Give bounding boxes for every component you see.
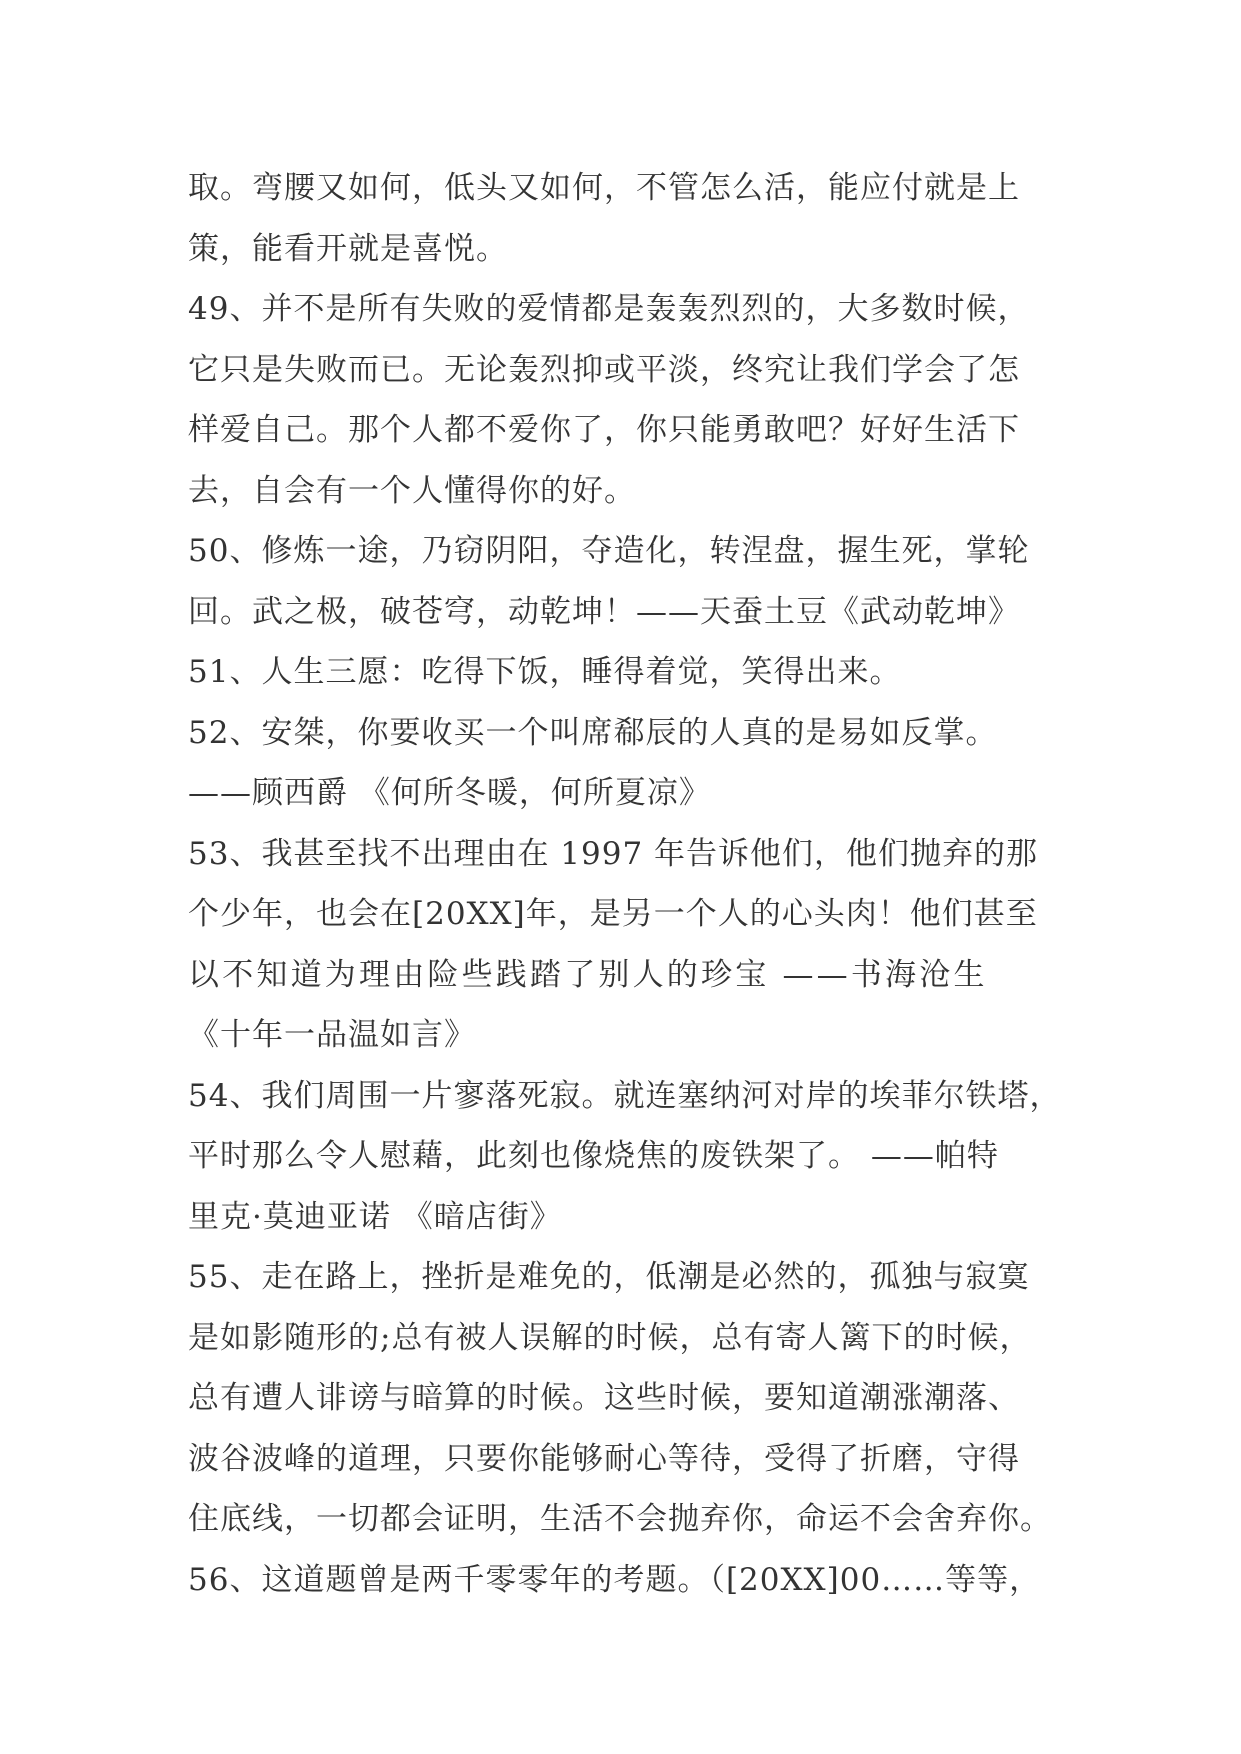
text-line: 49、并不是所有失败的爱情都是轰轰烈烈的，大多数时候， <box>188 291 1030 327</box>
text-line: 52、安桀，你要收买一个叫席郗辰的人真的是易如反掌。 <box>188 714 998 751</box>
text-line: 个少年，也会在[20XX]年，是另一个人的心头肉！他们甚至 <box>188 896 1038 932</box>
text-line: 住底线，一切都会证明，生活不会抛弃你，命运不会舍弃你。 <box>188 1501 1052 1537</box>
text-line: 回。武之极，破苍穹，动乾坤！——天蚕土豆《武动乾坤》 <box>188 593 1020 630</box>
text-line: 取。弯腰又如何，低头又如何，不管怎么活，能应付就是上 <box>188 170 1020 206</box>
text-line: 策，能看开就是喜悦。 <box>188 230 508 267</box>
text-line: 波谷波峰的道理，只要你能够耐心等待，受得了折磨，守得 <box>188 1440 1020 1477</box>
text-line: 去，自会有一个人懂得你的好。 <box>188 472 636 509</box>
text-line: 56、这道题曾是两千零零年的考题。（[20XX]00……等等， <box>188 1561 1042 1598</box>
text-line: 样爱自己。那个人都不爱你了，你只能勇敢吧？好好生活下 <box>188 412 1020 448</box>
text-line: 51、人生三愿：吃得下饭，睡得着觉，笑得出来。 <box>188 654 902 690</box>
text-line: 53、我甚至找不出理由在 1997 年告诉他们，他们抛弃的那 <box>188 835 1039 872</box>
text-line: 平时那么令人慰藉，此刻也像烧焦的废铁架了。 ——帕特 <box>188 1138 999 1174</box>
text-line: 50、修炼一途，乃窃阴阳，夺造化，转涅盘，握生死，掌轮 <box>188 533 1030 569</box>
text-line: 55、走在路上，挫折是难免的，低潮是必然的，孤独与寂寞 <box>188 1259 1030 1295</box>
text-line: 《十年一品温如言》 <box>188 1017 476 1053</box>
text-line: 以不知道为理由险些践踏了别人的珍宝 ——书海沧生 <box>188 956 988 993</box>
text-line: 里克·莫迪亚诺 《暗店街》 <box>188 1198 562 1235</box>
text-line: 是如影随形的;总有被人误解的时候，总有寄人篱下的时候， <box>188 1319 1032 1356</box>
text-line: ——顾西爵 《何所冬暖，何所夏凉》 <box>188 775 711 811</box>
text-line: 总有遭人诽谤与暗算的时候。这些时候，要知道潮涨潮落、 <box>188 1380 1020 1416</box>
text-line: 54、我们周围一片寥落死寂。就连塞纳河对岸的埃菲尔铁塔， <box>188 1077 1062 1114</box>
document-body <box>188 158 1068 1610</box>
text-line: 它只是失败而已。无论轰烈抑或平淡，终究让我们学会了怎 <box>188 351 1020 388</box>
